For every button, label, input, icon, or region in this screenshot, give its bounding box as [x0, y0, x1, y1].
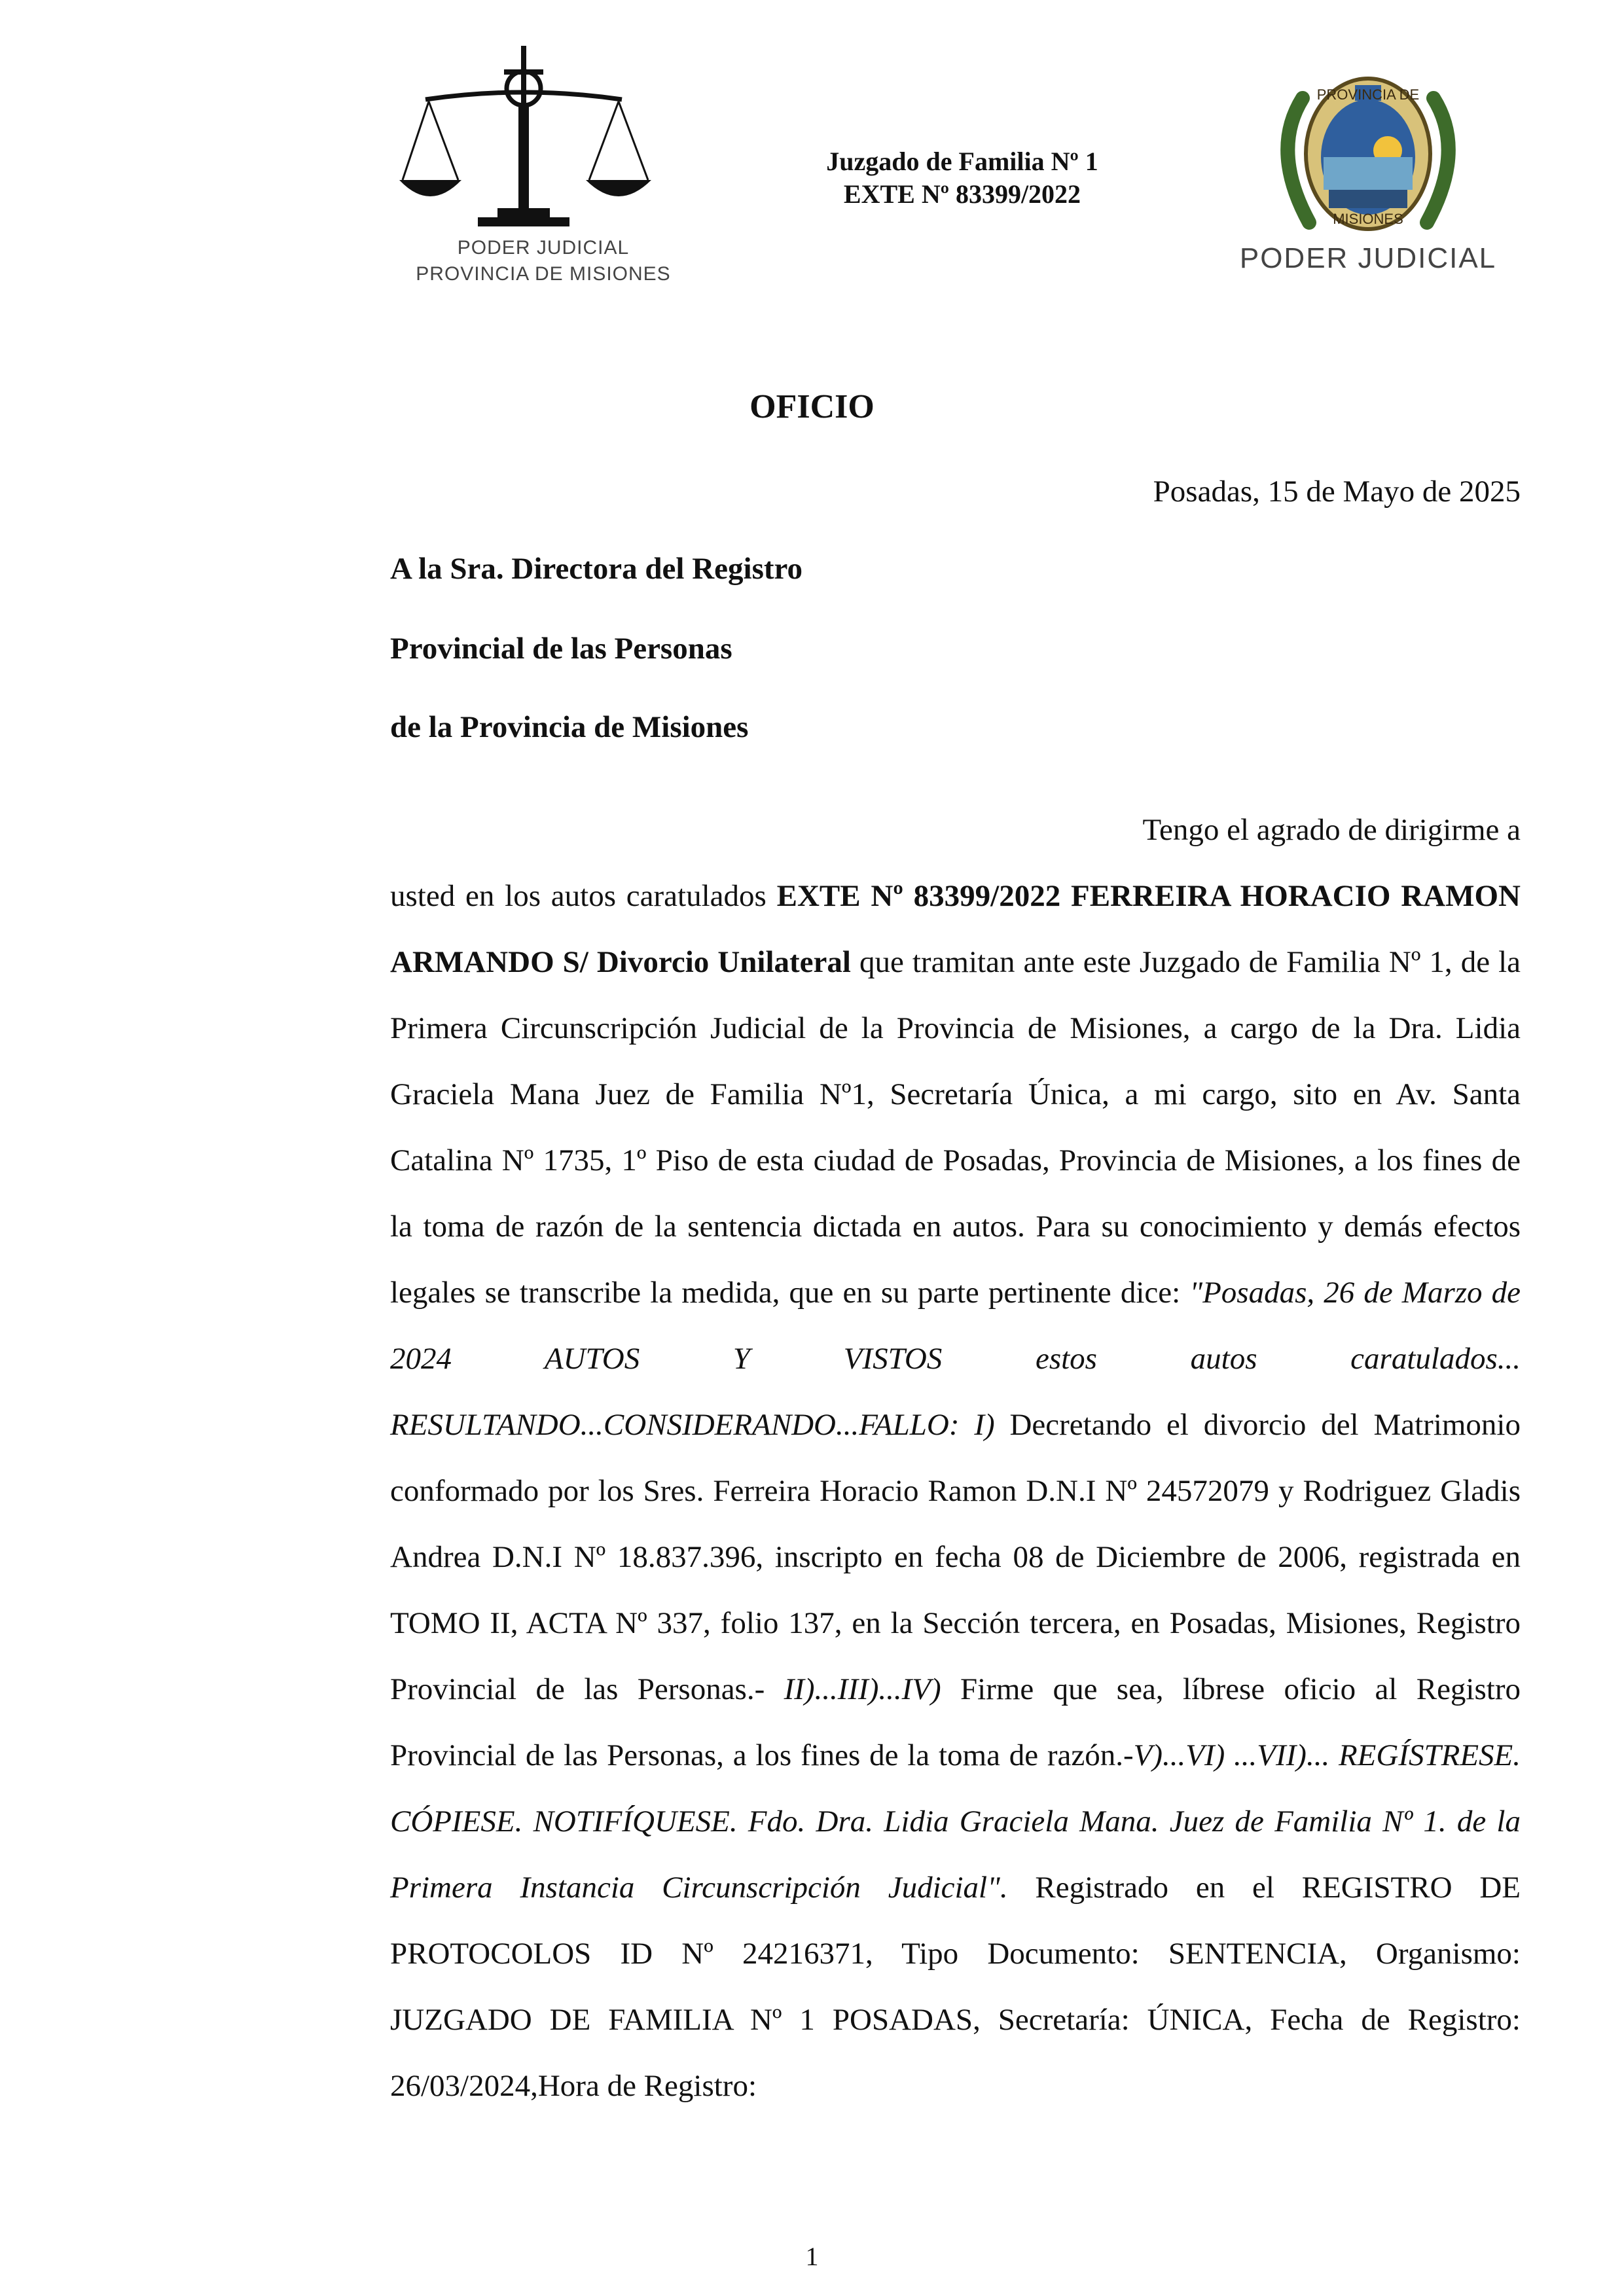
addressee-line-3: de la Provincia de Misiones: [390, 710, 749, 744]
poder-judicial-scales-logo: [393, 39, 694, 295]
document-title: OFICIO: [749, 388, 875, 425]
case-number: EXTE Nº 83399/2022: [843, 179, 1081, 209]
page-number: 1: [805, 2242, 819, 2271]
body-p1-rest: que tramitan ante este Juzgado de Familia Nº 1, de la Primera Circunscripción Judicial de la Provincia de Misiones, a cargo de la Dra. Lidia Graciela Mana Juez de Familia Nº1, Secretaría Única, a mi cargo, sito en Av. Santa Catalina Nº 1735, 1º Piso de esta ciudad de Posadas, Provincia de Misiones, a los fines de la toma de razón de la sentencia dictada en autos. Para su conocimiento y demás efectos legales se transcribe la medida, que en su parte pertinente dice:: [390, 945, 1521, 1310]
body-p1-start: usted en los autos caratulados: [390, 879, 777, 913]
quoted-ruling-2: II)...III)...IV): [784, 1672, 941, 1706]
date-line: Posadas, 15 de Mayo de 2025: [1153, 475, 1521, 509]
scales-of-justice-icon: [393, 39, 694, 236]
court-header: [759, 145, 1165, 211]
opening-line: Tengo el agrado de dirigirme a: [1142, 813, 1521, 847]
case-caption: EXTE Nº 83399/2022 FERREIRA HORACIO RAMON ARMANDO S/ Divorcio Unilateral: [390, 879, 1521, 979]
addressee-line-2: Provincial de las Personas: [390, 632, 732, 666]
right-logo-text: PODER JUDICIAL: [1239, 242, 1497, 274]
provincia-misiones-shield-logo: [1231, 59, 1506, 288]
document-body: [390, 797, 1521, 2119]
left-logo-text-line2: PROVINCIA DE MISIONES: [416, 263, 671, 285]
court-name: Juzgado de Familia Nº 1: [826, 147, 1098, 176]
body-p3: Firme que sea, líbrese oficio al Registro Provincial de las Personas, a los fines de la toma de razón.-: [390, 1672, 1521, 1772]
right-logo-arc-bottom: MISIONES: [1333, 211, 1403, 227]
quoted-ruling-1: "Posadas, 26 de Marzo de 2024 AUTOS Y VISTOS estos autos caratulados... RESULTANDO...CONSIDERANDO...FALLO: I): [390, 1276, 1521, 1442]
provincial-shield-icon: [1231, 59, 1506, 242]
body-p4: Registrado en el REGISTRO DE PROTOCOLOS ID Nº 24216371, Tipo Documento: SENTENCIA, Organismo: JUZGADO DE FAMILIA Nº 1 POSADAS, Secretaría: ÚNICA, Fecha de Registro: 26/03/2024,Hora de Registro:: [390, 1871, 1521, 2103]
left-logo-text-line1: PODER JUDICIAL: [457, 237, 630, 259]
quoted-ruling-3: V)...VI) ...VII)... REGÍSTRESE. CÓPIESE. NOTIFÍQUESE. Fdo. Dra. Lidia Graciela Mana. Juez de Familia Nº 1. de la Primera Instancia Circunscripción Judicial".: [390, 1738, 1521, 1905]
right-logo-arc-top: PROVINCIA DE: [1316, 86, 1420, 103]
addressee-line-1: A la Sra. Directora del Registro: [390, 552, 803, 586]
body-p2: Decretando el divorcio del Matrimonio conformado por los Sres. Ferreira Horacio Ramon D.N.I Nº 24572079 y Rodriguez Gladis Andrea D.N.I Nº 18.837.396, inscripto en fecha 08 de Diciembre de 2006, registrada en TOMO II, ACTA Nº 337, folio 137, en la Sección tercera, en Posadas, Misiones, Registro Provincial de las Personas.-: [390, 1408, 1521, 1706]
